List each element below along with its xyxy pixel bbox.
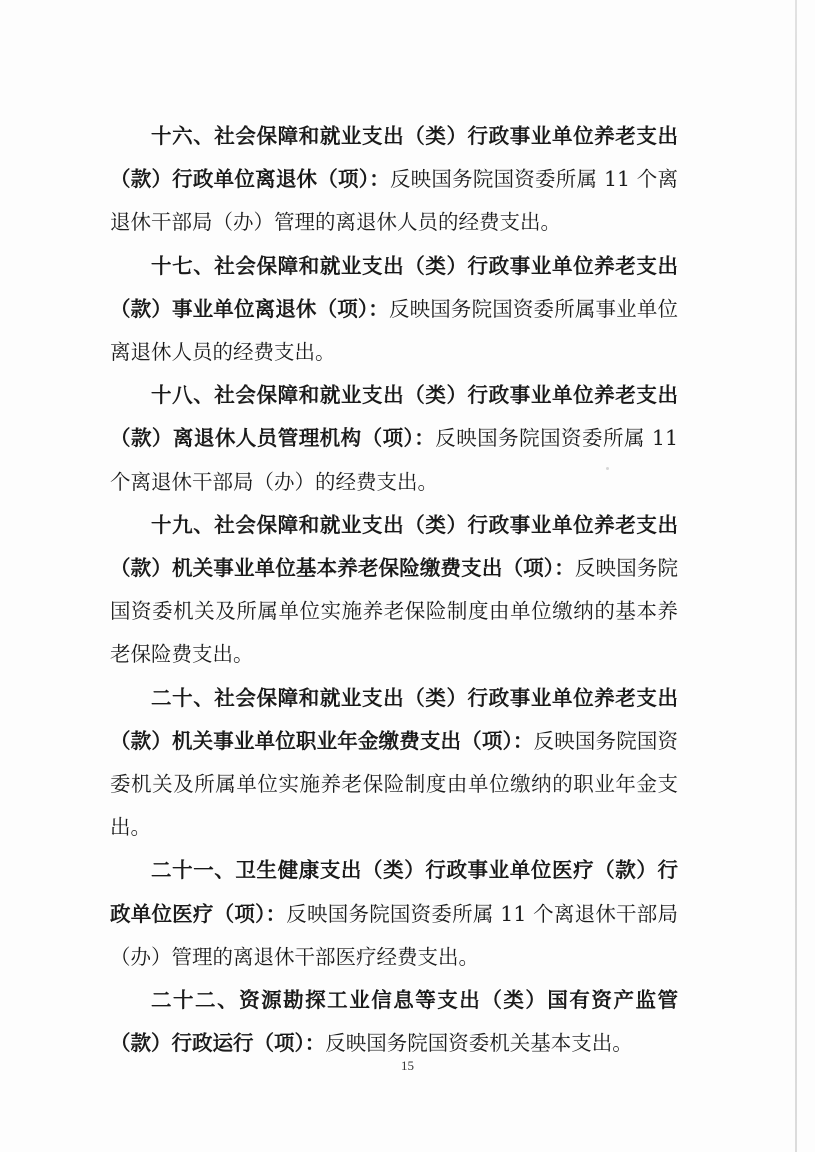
paragraph-22-text: 反映国务院国资委机关基本支出。 [325,1031,633,1056]
paragraph-16-heading: 十六、社会保障和就业支出（类）行政事业单位养老支出（款）行政单位离退休（项）： [110,124,678,192]
paragraph-18-text: 反映国务院国资委所属 11 个离退休干部局（办）的经费支出。 [110,426,679,494]
document-body [110,115,678,1065]
scan-edge-line [795,0,797,1152]
paragraph-22 [110,979,678,1065]
paragraph-19-heading: 十九、社会保障和就业支出（类）行政事业单位养老支出（款）机关事业单位基本养老保险缴费支出（项）： [110,512,678,581]
paragraph-19-text: 反映国务院国资委机关及所属单位实施养老保险制度由单位缴纳的基本养老保险费支出。 [110,556,679,667]
paragraph-17-heading: 十七、社会保障和就业支出（类）行政事业单位养老支出（款）事业单位离退休（项）： [110,253,678,321]
paragraph-21-text: 反映国务院国资委所属 11 个离退休干部局（办）管理的离退休干部医疗经费支出。 [110,901,678,969]
page-number: 15 [401,1058,414,1073]
paragraph-22-heading: 二十二、资源勘探工业信息等支出（类）国有资产监管（款）行政运行（项）： [110,988,678,1056]
paragraph-17-text: 反映国务院国资委所属事业单位离退休人员的经费支出。 [110,296,678,365]
paragraph-18-heading: 十八、社会保障和就业支出（类）行政事业单位养老支出（款）离退休人员管理机构（项）： [110,383,678,451]
paragraph-20-text: 反映国务院国资委机关及所属单位实施养老保险制度由单位缴纳的职业年金支出。 [110,728,679,840]
paragraph-19 [110,504,678,677]
paragraph-18 [110,374,678,504]
paragraph-21-heading: 二十一、卫生健康支出（类）行政事业单位医疗（款）行政单位医疗（项）： [110,858,678,926]
paragraph-21 [110,849,678,979]
paragraph-17 [110,245,678,375]
paragraph-20-heading: 二十、社会保障和就业支出（类）行政事业单位养老支出（款）机关事业单位职业年金缴费支出（项）： [110,685,678,753]
paragraph-16-text: 反映国务院国资委所属 11 个离退休干部局（办）管理的离退休人员的经费支出。 [110,167,679,235]
paragraph-16 [110,115,678,245]
paragraph-20 [110,677,678,850]
